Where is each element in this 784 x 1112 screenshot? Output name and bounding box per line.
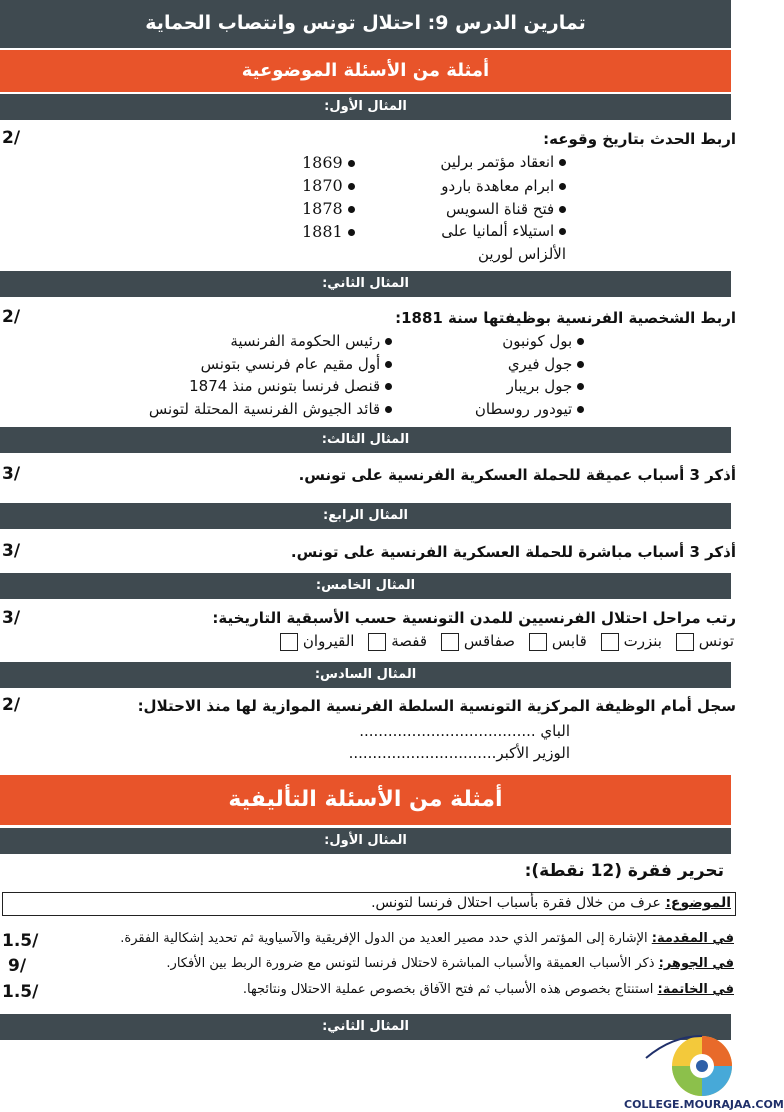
logo-circle-icon: [632, 1030, 758, 1098]
example-1-label: :المثال الأول: [0, 94, 731, 120]
ex2-person: جول فيري: [508, 355, 584, 373]
ex2-role: قنصل فرنسا بتونس منذ 1874: [189, 377, 392, 395]
order-checkbox[interactable]: [601, 633, 619, 651]
bullet-icon: [385, 338, 392, 345]
ex2-role: أول مقيم عام فرنسي بتونس: [201, 355, 392, 373]
example-4-label: :المثال الرابع: [0, 503, 731, 529]
page-title: تمارين الدرس 9: احتلال تونس وانتصاب الحماية: [0, 0, 731, 48]
bullet-icon: [559, 183, 566, 190]
subject-text: عرف من خلال فقرة بأسباب احتلال فرنسا لتونس.: [371, 895, 666, 911]
example-3-label: :المثال الثالث: [0, 427, 731, 453]
order-checkbox[interactable]: [529, 633, 547, 651]
ex2-person: جول بريبار: [507, 377, 584, 395]
ex2-question: اربط الشخصية الفرنسية بوظيفتها سنة 1881:: [395, 309, 736, 327]
bullet-icon: [385, 383, 392, 390]
site-logo: [624, 1030, 784, 1111]
example-5-label: :المثال الخامس: [0, 573, 731, 599]
ex5-city: قفصة: [368, 632, 427, 651]
ex1-event: ابرام معاهدة باردو: [441, 177, 566, 195]
bullet-icon: [385, 361, 392, 368]
essay-task: تحرير فقرة (12 نقطة):: [524, 861, 724, 881]
bullet-icon: [385, 406, 392, 413]
ex1-year: 1878: [302, 199, 355, 218]
ex1-year: 1870: [302, 176, 355, 195]
bullet-icon: [577, 383, 584, 390]
bullet-icon: [559, 206, 566, 213]
bullet-icon: [559, 228, 566, 235]
ex1-event: فتح قناة السويس: [446, 200, 566, 218]
body-score: 9/: [8, 956, 27, 976]
essay-subject-box: [2, 892, 736, 916]
ex1-score: 2/: [2, 128, 21, 148]
ex2-role: قائد الجيوش الفرنسية المحتلة لتونس: [149, 400, 392, 418]
bullet-icon: [577, 338, 584, 345]
ex5-city: بنزرت: [601, 632, 662, 651]
subject-label: الموضوع:: [665, 895, 731, 911]
order-checkbox[interactable]: [676, 633, 694, 651]
objective-section-heading: أمثلة من الأسئلة الموضوعية: [0, 50, 731, 92]
ex5-city: القيروان: [280, 632, 354, 651]
ex6-question: سجل أمام الوظيفة المركزية التونسية السلطة الفرنسية الموازية لها منذ الاحتلال:: [137, 697, 736, 715]
bullet-icon: [348, 183, 355, 190]
ex1-event-continued: الألزاس لورين: [478, 245, 566, 263]
essay-example-2-label: :المثال الثاني: [0, 1014, 731, 1040]
ex5-city: تونس: [676, 632, 734, 651]
order-checkbox[interactable]: [280, 633, 298, 651]
ex6-answer-line: الوزير الأكبر...............................: [348, 744, 570, 762]
ex1-event: انعقاد مؤتمر برلين: [440, 153, 566, 171]
order-checkbox[interactable]: [368, 633, 386, 651]
ex1-event: استيلاء ألمانيا على: [441, 222, 566, 240]
ex5-city: قابس: [529, 632, 587, 651]
logo-caption: COLLEGE.MOURAJAA.COM: [624, 1098, 784, 1111]
order-checkbox[interactable]: [441, 633, 459, 651]
intro-label: في المقدمة:: [651, 931, 734, 946]
bullet-icon: [348, 206, 355, 213]
ex4-question: أذكر 3 أسباب مباشرة للحملة العسكرية الفرنسية على تونس.: [290, 543, 736, 561]
bullet-icon: [348, 160, 355, 167]
essay-intro: [120, 931, 734, 946]
ex1-year: 1869: [302, 153, 355, 172]
ex1-year: 1881: [302, 222, 355, 241]
example-2-label: :المثال الثاني: [0, 271, 731, 297]
ex5-city: صفاقس: [441, 632, 515, 651]
body-label: في الجوهر:: [658, 956, 734, 971]
ex6-score: 2/: [2, 695, 21, 715]
bullet-icon: [348, 229, 355, 236]
ex3-question: أذكر 3 أسباب عميقة للحملة العسكرية الفرنسية على تونس.: [298, 466, 736, 484]
example-6-label: :المثال السادس: [0, 662, 731, 688]
essay-example-1-label: :المثال الأول: [0, 828, 731, 854]
bullet-icon: [577, 406, 584, 413]
ex2-person: تيودور روسطان: [475, 400, 584, 418]
intro-text: الإشارة إلى المؤتمر الذي حدد مصير العديد من الدول الإفريقية والآسياوية ثم تحديد إشكالية الفقرة.: [120, 931, 652, 946]
essay-body: [166, 956, 734, 971]
intro-score: 1.5/: [2, 931, 39, 951]
ex6-answer-line: الباي .....................................: [359, 722, 570, 740]
conclusion-score: 1.5/: [2, 982, 39, 1002]
ex5-question: رتب مراحل احتلال الفرنسيين للمدن التونسية حسب الأسبقية التاريخية:: [212, 609, 736, 627]
bullet-icon: [577, 361, 584, 368]
ex3-score: 3/: [2, 464, 21, 484]
conclusion-label: في الخاتمة:: [657, 982, 734, 997]
essay-conclusion: [243, 982, 734, 997]
ex1-question: اربط الحدث بتاريخ وقوعه:: [543, 130, 736, 148]
ex2-person: بول كونبون: [502, 332, 584, 350]
bullet-icon: [559, 159, 566, 166]
ex2-score: 2/: [2, 307, 21, 327]
ex5-score: 3/: [2, 608, 21, 628]
essay-section-heading: أمثلة من الأسئلة التأليفية: [0, 775, 731, 825]
ex4-score: 3/: [2, 541, 21, 561]
body-text: ذكر الأسباب العميقة والأسباب المباشرة لاحتلال فرنسا لتونس مع ضرورة الربط بين الأفكار.: [166, 956, 659, 971]
ex5-city-list: [280, 632, 734, 651]
ex2-role: رئيس الحكومة الفرنسية: [230, 332, 392, 350]
conclusion-text: استنتاج بخصوص هذه الأسباب ثم فتح الآفاق بخصوص عملية الاحتلال ونتائجها.: [242, 982, 658, 997]
